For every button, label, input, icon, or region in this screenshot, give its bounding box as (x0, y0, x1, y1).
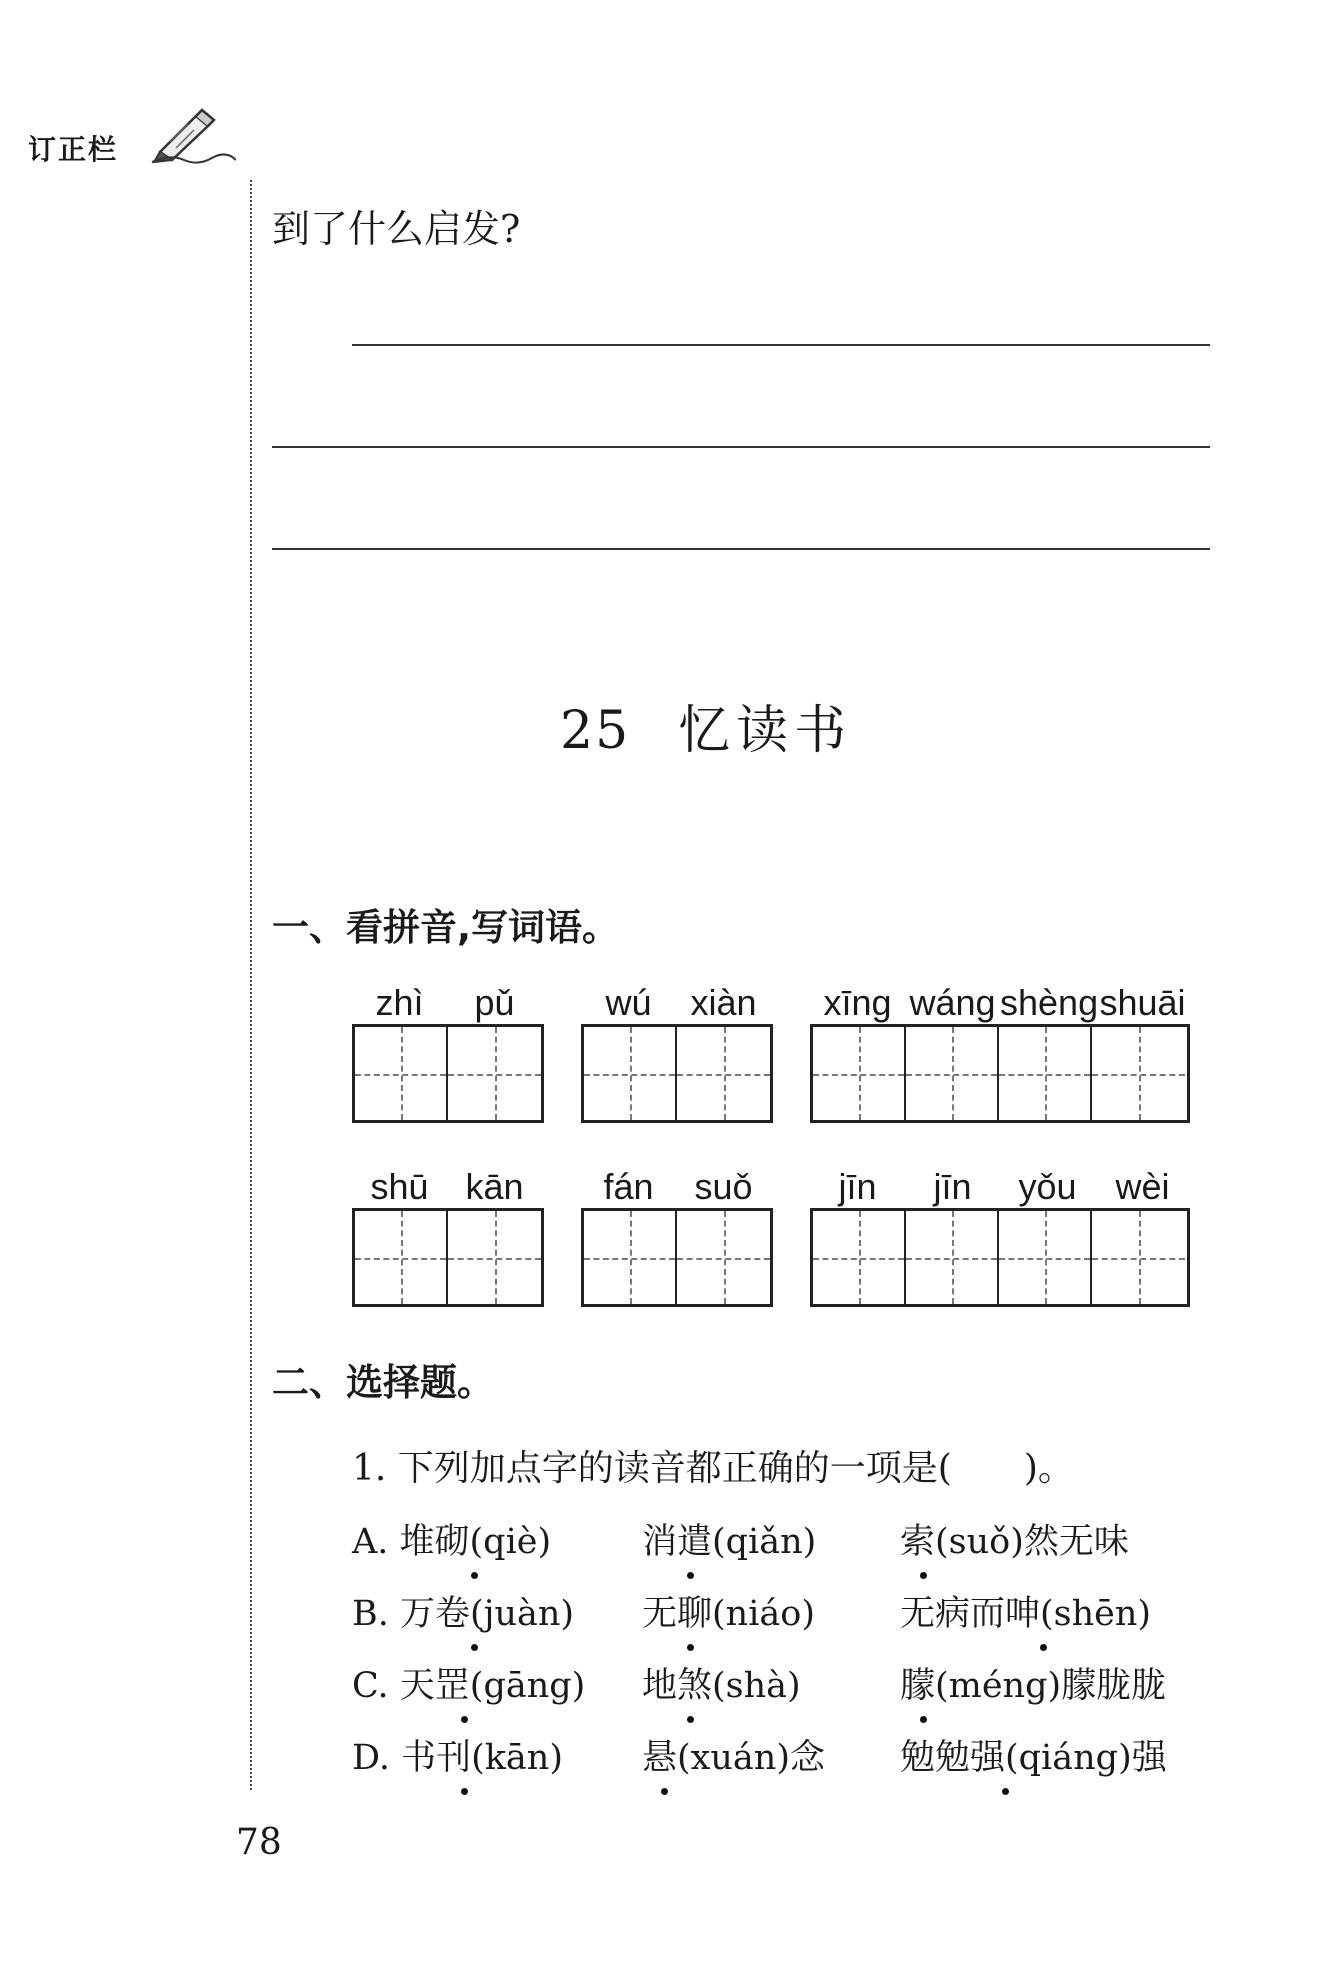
grid-cell[interactable] (448, 1211, 541, 1304)
grid-cell[interactable] (813, 1027, 906, 1120)
correction-column-label: 订正栏 (28, 133, 119, 166)
option-b-item-3: 无病而呻(shēn) (900, 1594, 1152, 1634)
lesson-number: 25 (560, 701, 631, 761)
section-1-heading: 一、看拼音,写词语。 (272, 906, 620, 949)
emphasis-dot (1040, 1644, 1047, 1651)
question-1: 1. 下列加点字的读音都正确的一项是( )。 (352, 1448, 1074, 1489)
grid-cell[interactable] (999, 1027, 1092, 1120)
emphasis-dot (920, 1716, 927, 1723)
writing-grid[interactable] (352, 1024, 544, 1123)
pinyin-syllable: shuāi (1099, 982, 1186, 1023)
lesson-title (560, 688, 882, 763)
answer-line-2[interactable] (272, 446, 1210, 448)
pinyin-syllable: jīn (838, 1166, 877, 1207)
grid-cell[interactable] (906, 1211, 999, 1304)
emphasis-dot (461, 1788, 468, 1795)
pinyin-group-3 (810, 976, 1190, 1123)
grid-cell[interactable] (448, 1027, 541, 1120)
pinyin-syllable: suǒ (694, 1166, 753, 1207)
grid-cell[interactable] (1092, 1027, 1185, 1120)
pinyin-syllable: shū (370, 1166, 429, 1207)
grid-cell[interactable] (584, 1027, 677, 1120)
grid-cell[interactable] (355, 1211, 448, 1304)
writing-grid[interactable] (810, 1208, 1190, 1307)
option-d-item-3: 勉勉强(qiáng)强 (900, 1738, 1167, 1778)
pinyin-syllable: xiàn (690, 982, 757, 1023)
lesson-title-text: 忆读书 (678, 701, 853, 761)
previous-question-tail: 到了什么启发? (272, 207, 521, 251)
option-c-item-2: 地煞(shà) (642, 1666, 801, 1706)
option-a-item-3: 索(suǒ)然无味 (900, 1522, 1129, 1562)
option-a-item-2: 消遣(qiǎn) (642, 1522, 817, 1562)
pinyin-syllable: wú (605, 982, 652, 1023)
option-d-item-1: D. 书刊(kān) (352, 1738, 563, 1778)
grid-cell[interactable] (1092, 1211, 1185, 1304)
writing-grid[interactable] (352, 1208, 544, 1307)
answer-line-1[interactable] (352, 344, 1210, 346)
grid-cell[interactable] (677, 1027, 770, 1120)
page-number: 78 (236, 1822, 282, 1863)
emphasis-dot (687, 1644, 694, 1651)
emphasis-dot (687, 1572, 694, 1579)
grid-cell[interactable] (355, 1027, 448, 1120)
margin-dotted-line (250, 180, 252, 1790)
option-a-item-1: A. 堆砌(qiè) (352, 1522, 552, 1562)
pinyin-syllable: jīn (933, 1166, 972, 1207)
pinyin-syllable: pǔ (474, 982, 515, 1023)
grid-cell[interactable] (999, 1211, 1092, 1304)
pinyin-syllable: wèi (1115, 1166, 1170, 1207)
option-c-item-1: C. 天罡(gāng) (352, 1666, 586, 1706)
emphasis-dot (471, 1572, 478, 1579)
writing-grid[interactable] (581, 1208, 773, 1307)
pinyin-group-2 (581, 976, 773, 1123)
pinyin-syllable: zhì (375, 982, 424, 1023)
option-d-item-2: 悬(xuán)念 (642, 1738, 825, 1778)
pinyin-syllable: shèng (1000, 982, 1099, 1023)
emphasis-dot (461, 1716, 468, 1723)
pencil-icon (150, 108, 236, 168)
emphasis-dot (920, 1572, 927, 1579)
pinyin-syllable: wáng (909, 982, 996, 1023)
writing-grid[interactable] (810, 1024, 1190, 1123)
pinyin-group-6 (810, 1160, 1190, 1307)
emphasis-dot (471, 1644, 478, 1651)
option-b-item-2: 无聊(niáo) (642, 1594, 815, 1634)
grid-cell[interactable] (584, 1211, 677, 1304)
pinyin-group-4 (352, 1160, 544, 1307)
pinyin-syllable: xīng (823, 982, 892, 1023)
emphasis-dot (661, 1788, 668, 1795)
answer-line-3[interactable] (272, 548, 1210, 550)
grid-cell[interactable] (906, 1027, 999, 1120)
pinyin-syllable: yǒu (1018, 1166, 1077, 1207)
grid-cell[interactable] (677, 1211, 770, 1304)
writing-grid[interactable] (581, 1024, 773, 1123)
section-2-heading: 二、选择题。 (272, 1361, 494, 1404)
pinyin-syllable: fán (603, 1166, 654, 1207)
pinyin-syllable: kān (465, 1166, 524, 1207)
option-c-item-3: 朦(méng)朦胧胧 (900, 1666, 1167, 1706)
emphasis-dot (687, 1716, 694, 1723)
option-b-item-1: B. 万卷(juàn) (352, 1594, 575, 1634)
pinyin-group-5 (581, 1160, 773, 1307)
pinyin-group-1 (352, 976, 544, 1123)
grid-cell[interactable] (813, 1211, 906, 1304)
emphasis-dot (1002, 1788, 1009, 1795)
